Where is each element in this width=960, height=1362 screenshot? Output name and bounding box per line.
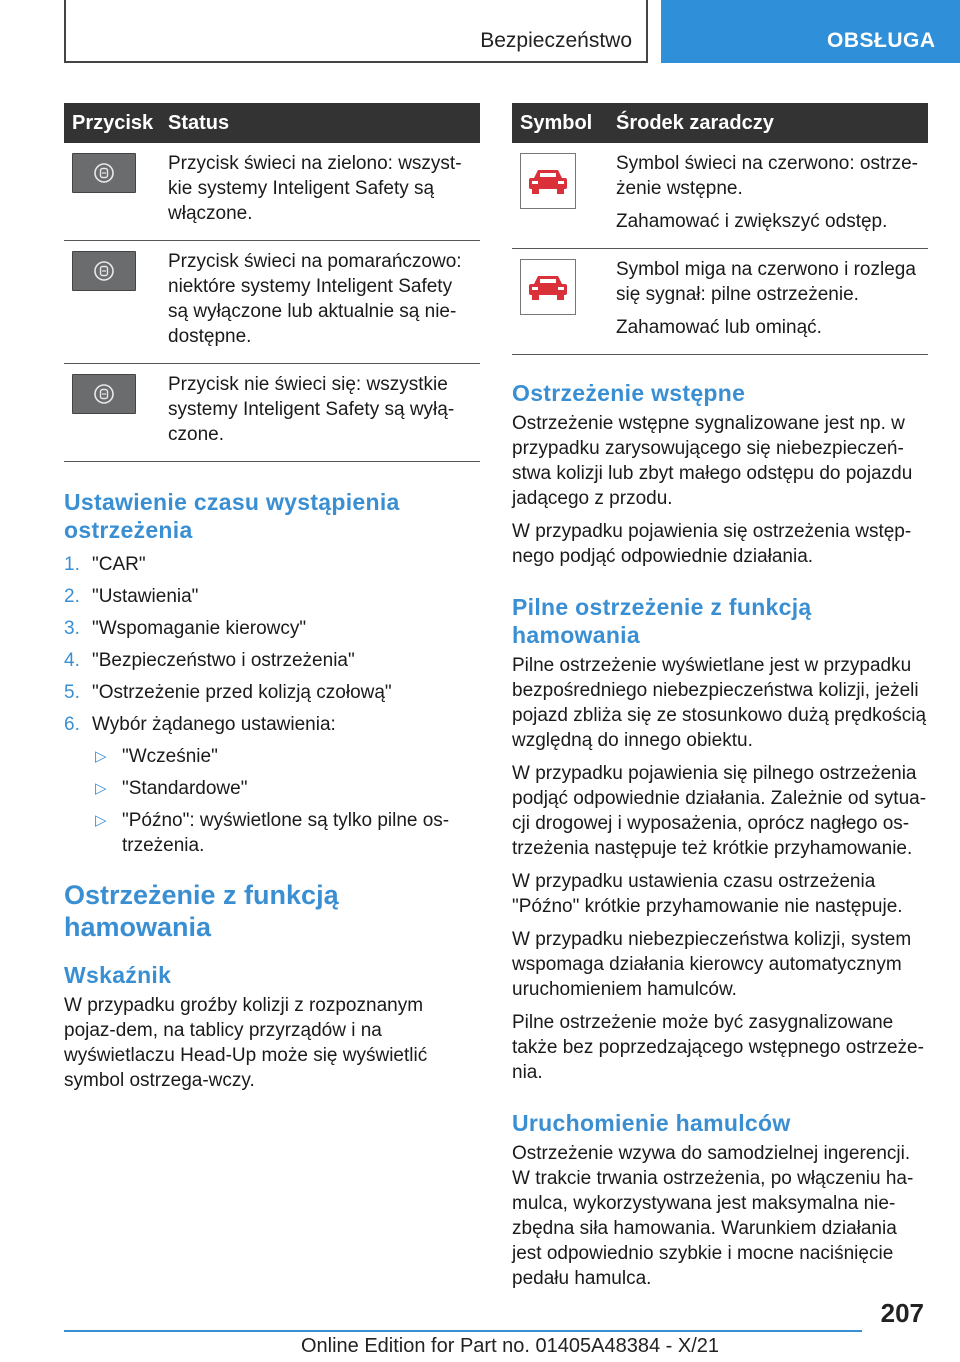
settings-options bbox=[92, 744, 480, 858]
option-item: ▷ "Późno": wyświetlone są tylko pilne os-trzeżenia. bbox=[95, 810, 450, 856]
page-footer bbox=[0, 1335, 960, 1358]
option-item: ▷ "Standardowe" bbox=[95, 778, 248, 799]
symbol-action-table bbox=[512, 103, 928, 355]
triangle-bullet-icon: ▷ bbox=[95, 780, 107, 797]
triangle-bullet-icon: ▷ bbox=[95, 748, 107, 765]
indicator-text: W przypadku groźby kolizji z rozpoznanym pojaz-dem, na tablicy przyrządów i na wyświetlaczu Head-Up może się wyświetlić symbol ostrzega-wczy. bbox=[64, 995, 428, 1091]
urgent-warning-text: W przypadku niebezpieczeństwa kolizji, system wspomaga działania kierowcy automatycznym uruchomieniem hamulców. bbox=[512, 929, 912, 1000]
urgent-warning-text: W przypadku pojawienia się pilnego ostrzeżenia podjąć odpowiednie działania. Zależnie od sytua-cji drogowej i wyposażenia, oprócz nagłego os-trzeżenia następuje też krótkie przyhamowanie. bbox=[512, 763, 927, 859]
indicator-heading: Wskaźnik bbox=[64, 962, 172, 988]
status-text: Przycisk świeci na pomarańczowo: niektóre systemy Inteligent Safety są wyłączone lub aktualnie są nie-dostępne. bbox=[160, 241, 480, 364]
urgent-warning-heading: Pilne ostrzeżenie z funkcją hamowania bbox=[512, 594, 812, 648]
list-item: 2. "Ustawienia" bbox=[64, 586, 199, 607]
list-item: 4. "Bezpieczeństwo i ostrzeżenia" bbox=[64, 650, 355, 671]
brake-activation-heading: Uruchomienie hamulców bbox=[512, 1110, 791, 1136]
table-header-button: Przycisk bbox=[64, 103, 160, 143]
urgent-warning-text: W przypadku ustawienia czasu ostrzeżenia "Późno" krótkie przyhamowanie nie następuje. bbox=[512, 871, 903, 917]
status-text: Przycisk świeci na zielono: wszyst-kie systemy Inteligent Safety są włączone. bbox=[160, 143, 480, 241]
brake-activation-text: Ostrzeżenie wzywa do samodzielnej ingerencji. W trakcie trwania ostrzeżenia, po włączeniu ha-mulca, wykorzystywana jest maksymalna nie-zbędna siła hamowania. Warunkiem działania jest odpowiednio szybkie i mocne naciśnięcie pedału hamulca. bbox=[512, 1143, 914, 1289]
pre-warning-text: Ostrzeżenie wstępne sygnalizowane jest np. w przypadku zarysowującego się niebezpieczeń-stwa kolizji lub zbyt małego odstępu do pojazdu jadącego z przodu. bbox=[512, 413, 913, 509]
table-header-action: Środek zaradczy bbox=[608, 103, 928, 143]
option-item: ▷ "Wcześnie" bbox=[95, 746, 218, 767]
triangle-bullet-icon: ▷ bbox=[95, 812, 107, 829]
settings-heading: Ustawienie czasu wystąpienia ostrzeżenia bbox=[64, 489, 400, 543]
safety-button-icon bbox=[72, 153, 136, 193]
safety-button-icon bbox=[72, 251, 136, 291]
car-warning-icon bbox=[520, 259, 576, 315]
left-column bbox=[64, 103, 480, 1101]
chapter-tab[interactable]: OBSŁUGA bbox=[661, 0, 960, 63]
action-text: Zahamować lub ominąć. bbox=[616, 317, 822, 338]
main-heading: Ostrzeżenie z funkcją hamowania bbox=[64, 880, 339, 942]
section-title: Bezpieczeństwo bbox=[480, 29, 632, 52]
table-row bbox=[64, 241, 480, 364]
car-warning-icon bbox=[520, 153, 576, 209]
pre-warning-heading: Ostrzeżenie wstępne bbox=[512, 380, 746, 406]
table-row bbox=[64, 364, 480, 462]
safety-button-icon bbox=[72, 374, 136, 414]
list-item: 3. "Wspomaganie kierowcy" bbox=[64, 618, 307, 639]
table-row bbox=[512, 249, 928, 355]
right-column bbox=[512, 103, 928, 1299]
urgent-warning-text: Pilne ostrzeżenie może być zasygnalizowane także bez poprzedzającego wstępnego ostrzeże-nia. bbox=[512, 1012, 924, 1083]
list-item: 1. "CAR" bbox=[64, 554, 146, 575]
footer-divider bbox=[64, 1330, 862, 1332]
list-item: 5. "Ostrzeżenie przed kolizją czołową" bbox=[64, 682, 392, 703]
button-status-table bbox=[64, 103, 480, 462]
table-header-status: Status bbox=[160, 103, 480, 143]
action-text: Symbol miga na czerwono i rozlega się sygnał: pilne ostrzeżenie. bbox=[616, 259, 916, 305]
table-row bbox=[64, 143, 480, 241]
list-item: 6. Wybór żądanego ustawienia: ▷ "Wcześnie" ▷ "Standardowe" ▷ "Późno": wyświetlone są tylko pilne os-trzeżenia. bbox=[64, 712, 480, 858]
page-header bbox=[0, 0, 960, 66]
page-number: 207 bbox=[880, 1298, 924, 1328]
action-text: Symbol świeci na czerwono: ostrze-żenie wstępne. bbox=[616, 153, 918, 199]
status-text: Przycisk nie świeci się: wszystkie systemy Inteligent Safety są wyłą-czone. bbox=[160, 364, 480, 462]
action-text: Zahamować i zwiększyć odstęp. bbox=[616, 211, 888, 232]
urgent-warning-text: Pilne ostrzeżenie wyświetlane jest w przypadku bezpośredniego niebezpieczeństwa kolizji, jeżeli pojazd zbliża się ze stosunkowo dużą prędkością względną do innego obiektu. bbox=[512, 655, 927, 751]
settings-steps bbox=[64, 552, 480, 858]
footer-edition: Online Edition for Part no. 01405A48384 - X/21 bbox=[300, 1335, 720, 1357]
table-header-symbol: Symbol bbox=[512, 103, 608, 143]
table-row bbox=[512, 143, 928, 249]
pre-warning-text: W przypadku pojawienia się ostrzeżenia wstęp-nego podjąć odpowiednie działania. bbox=[512, 521, 912, 567]
